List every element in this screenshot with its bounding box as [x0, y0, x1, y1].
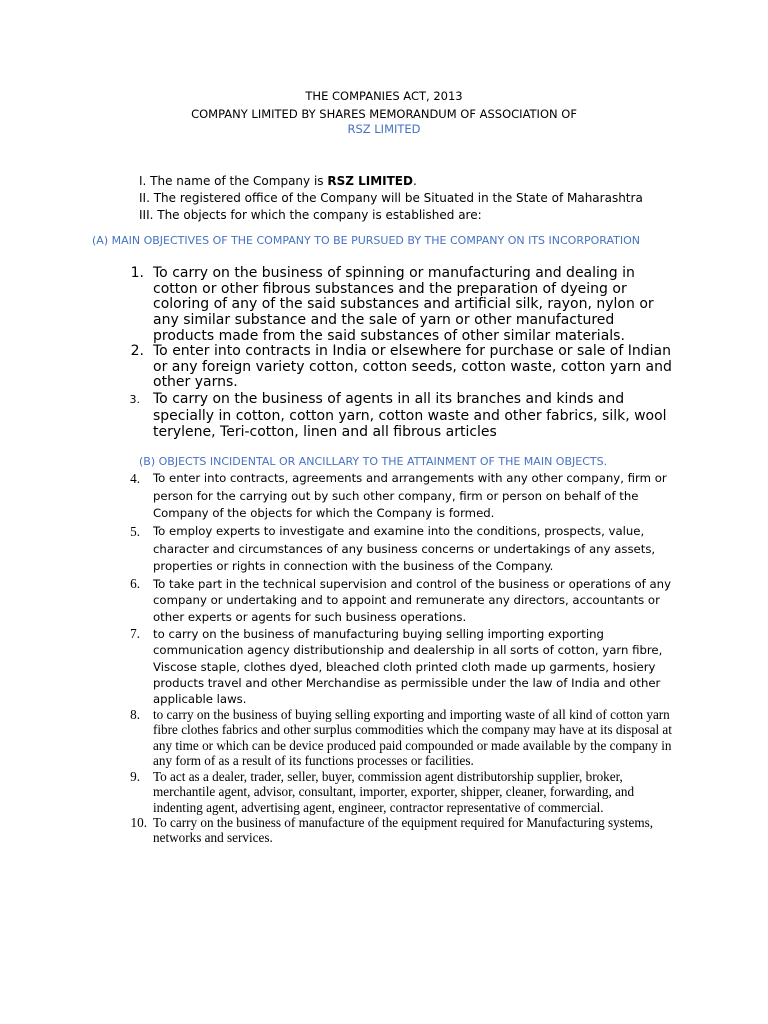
list-item-number: 9.	[130, 769, 140, 784]
list-item-number: 4.	[130, 471, 140, 486]
list-item-text: To carry on the business of agents in all its branches and kinds and specially in cotton, cotton yarn, cotton waste and other fabrics, silk, wool terylene, Teri-cotton, linen and all fibrous articles	[153, 391, 667, 440]
intro-line-3: III. The objects for which the company is established are:	[139, 208, 482, 222]
list-item-number: 8.	[130, 707, 140, 722]
company-name-title: RSZ LIMITED	[347, 122, 421, 136]
section-b-heading: (B) OBJECTS INCIDENTAL OR ANCILLARY TO THE ATTAINMENT OF THE MAIN OBJECTS.	[139, 455, 608, 468]
list-item-number: 10.	[130, 815, 147, 830]
list-item-text: To employ experts to investigate and examine into the conditions, prospects, value, character and circumstances of any business concerns or undertakings of any assets, properties or rights in connection with the business of the Company.	[153, 524, 656, 573]
act-title: THE COMPANIES ACT, 2013	[305, 89, 463, 103]
intro-line-2: II. The registered office of the Company will be Situated in the State of Maharashtra	[139, 191, 643, 205]
list-item-text: to carry on the business of buying selling exporting and importing waste of all kind of cotton yarn fibre clothes fabrics and other surplus commodities which the company may have at its disposal at any time or which can be device produced paid compounded or made available by the company in any form of as a result of its functions processes or facilities.	[153, 707, 672, 768]
intro-line-1-prefix: I. The name of the Company is	[139, 174, 328, 188]
list-item-text: To take part in the technical supervision and control of the business or operations of any company or undertaking and to appoint and remunerate any directors, accountants or other experts or agents for such business operations.	[153, 577, 671, 624]
list-item-number: 7.	[130, 626, 140, 641]
list-item-number: 2.	[130, 343, 144, 359]
list-item-number: 1.	[130, 265, 144, 281]
intro-line-1	[139, 173, 699, 190]
intro-company-name: RSZ LIMITED	[327, 174, 413, 188]
memorandum-subtitle: COMPANY LIMITED BY SHARES MEMORANDUM OF ASSOCIATION OF	[191, 107, 577, 121]
list-item-text: to carry on the business of manufacturing buying selling importing exporting communication agency distributionship and dealership in all sorts of cotton, yarn fibre, Viscose staple, clothes dyed, bleached cloth printed cloth made up garments, hosiery products travel and other Merchandise as permissible under the law of India and other applicable laws.	[153, 627, 663, 707]
list-item-text: To act as a dealer, trader, seller, buyer, commission agent distributorship supplier, broker, merchantile agent, advisor, consultant, importer, exporter, shipper, cleaner, forwarding, and indenting agent, advertising agent, engineer, contractor representative of commercial.	[153, 769, 635, 815]
intro-block	[139, 173, 699, 224]
list-item-text: To carry on the business of spinning or manufacturing and dealing in cotton or other fibrous substances and the preparation of dyeing or coloring of any of the said substances and artificial silk, rayon, nylon or any similar substance and the sale of yarn or other manufactured products made from the said substances of other similar materials.	[153, 265, 654, 344]
list-item-text: To carry on the business of manufacture of the equipment required for Manufacturing systems, networks and services.	[153, 815, 654, 846]
list-item-text: To enter into contracts in India or elsewhere for purchase or sale of Indian or any foreign variety cotton, cotton seeds, cotton waste, cotton yarn and other yarns.	[153, 343, 672, 391]
intro-line-1-suffix: .	[412, 174, 417, 188]
section-a-heading: (A) MAIN OBJECTIVES OF THE COMPANY TO BE PURSUED BY THE COMPANY ON ITS INCORPORATION	[92, 234, 640, 247]
list-item-number: 5.	[130, 524, 140, 539]
list-item-number: 6.	[130, 576, 140, 591]
list-item-text: To enter into contracts, agreements and arrangements with any other company, firm or person for the carrying out by such other company, firm or person on behalf of the Company of the objects for which the Company is formed.	[153, 471, 667, 520]
list-item-number: 3.	[129, 393, 140, 406]
